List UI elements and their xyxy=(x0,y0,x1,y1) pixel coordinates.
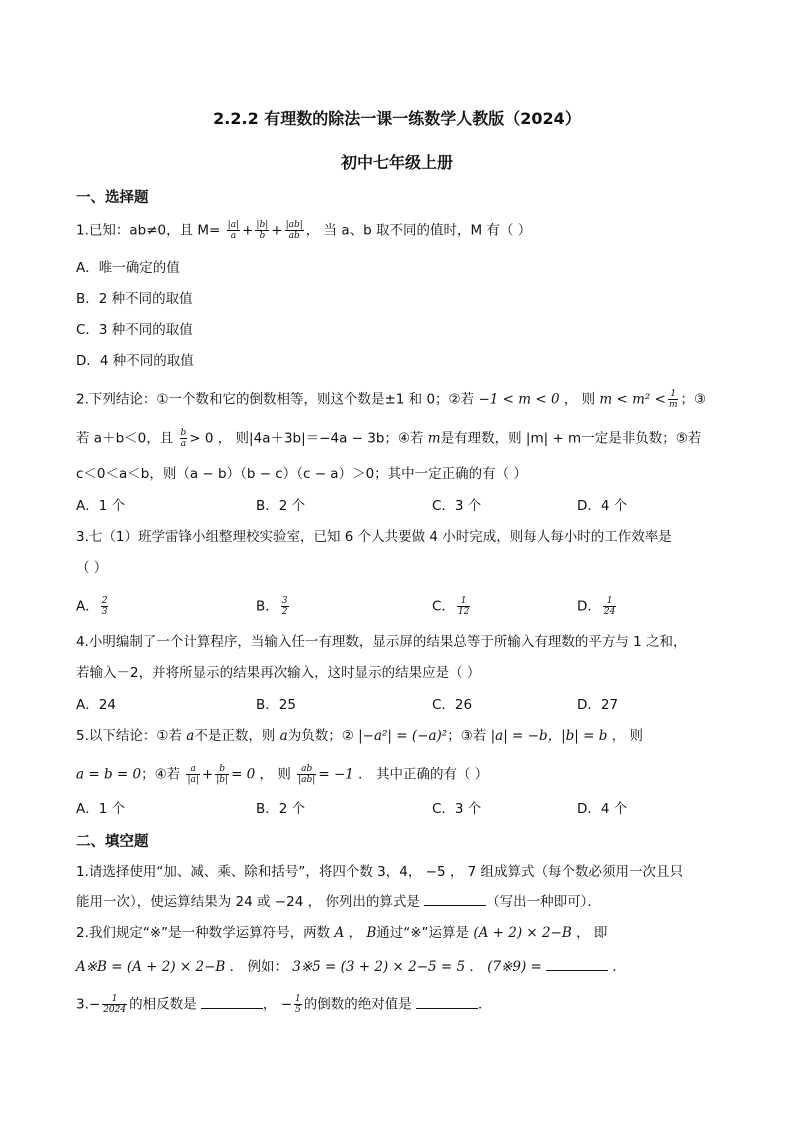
fraction: $\frac{|b|}{b}$ xyxy=(256,220,269,241)
question-5-option-d: D．4 个 xyxy=(577,801,628,817)
question-3-option-b: B． $\frac{3}{2}$ xyxy=(256,596,288,617)
fraction: $\frac{3}{2}$ xyxy=(281,596,288,617)
question-4-option-b: B．25 xyxy=(256,697,296,713)
fraction: $\frac{b}{|b|}$ xyxy=(216,764,229,785)
fill-question-1-line-2: 能用一次），使运算结果为 24 或 −24 ， 你列出的算式是 （写出一种即可）． xyxy=(76,894,601,910)
question-2-line-3: c＜0＜a＜b，则（a − b）（b − c）（c − a）＞0；其中一定正确的有（ ） xyxy=(76,466,527,482)
question-4-option-d: D．27 xyxy=(577,697,619,713)
question-5-option-a: A．1 个 xyxy=(76,801,126,817)
answer-blank[interactable] xyxy=(416,996,478,1009)
question-3-option-a: A． $\frac{2}{3}$ xyxy=(76,596,108,617)
fraction: $\frac{1}{12}$ xyxy=(457,596,470,617)
fill-question-2-line-1: 2.我们规定“※”是一种数学运算符号，两数 A ， B通过“※”运算是 (A + 2) × 2−B ， 即 xyxy=(76,925,608,941)
fill-question-3: 3.− $\frac{1}{2024}$ 的相反数是 ， − $\frac{1}{5}$ 的倒数的绝对值是 ． xyxy=(76,994,492,1015)
question-4-option-a: A．24 xyxy=(76,697,116,713)
answer-blank[interactable] xyxy=(546,958,608,971)
question-3-option-d: D． $\frac{1}{24}$ xyxy=(577,596,616,617)
question-4-line-2: 若输入－2，并将所显示的结果再次输入，这时显示的结果应是（ ） xyxy=(76,665,481,681)
question-2-option-a: A．1 个 xyxy=(76,498,126,514)
fraction: $\frac{1}{24}$ xyxy=(603,596,616,617)
fraction: $\frac{a}{|a|}$ xyxy=(187,764,199,785)
question-1-option-b: B．2 种不同的取值 xyxy=(76,291,193,307)
fraction: $\frac{|ab|}{ab}$ xyxy=(285,220,303,241)
fraction: $\frac{1}{2024}$ xyxy=(103,994,127,1015)
question-5-option-c: C．3 个 xyxy=(432,801,482,817)
section-heading-fill: 二、填空题 xyxy=(76,834,149,850)
fraction: $\frac{1}{5}$ xyxy=(295,994,301,1015)
section-heading-choice: 一、选择题 xyxy=(76,190,149,206)
fraction: $\frac{2}{3}$ xyxy=(101,596,108,617)
fill-question-2-line-2: A※B = (A + 2) × 2−B ． 例如： 3※5 = (3 + 2) × 2−5 = 5 ． (7※9) = ． xyxy=(76,959,626,975)
question-4-option-c: C．26 xyxy=(432,697,473,713)
question-5-line-1: 5.以下结论：①若 a不是正数，则 a为负数；② |−a²| = (−a)²；③若 |a| = −b，|b| = b ， 则 xyxy=(76,728,643,744)
question-1-option-a: A．唯一确定的值 xyxy=(76,260,180,276)
question-1-option-c: C．3 种不同的取值 xyxy=(76,322,193,338)
question-2-line-2: 若 a＋b＜0，且 $\frac{b}{a}$ > 0 ， 则|4a＋3b|＝−4a − 3b；④若 m是有理数，则 |m| + m一定是非负数；⑤若 xyxy=(76,428,702,449)
question-2-option-d: D．4 个 xyxy=(577,498,628,514)
answer-blank[interactable] xyxy=(201,996,263,1009)
question-5-option-b: B．2 个 xyxy=(256,801,306,817)
question-4-line-1: 4.小明编制了一个计算程序，当输入任一有理数，显示屏的结果总等于所输入有理数的平方与 1 之和， xyxy=(76,634,687,650)
question-5-line-2: a = b = 0；④若 $\frac{a}{|a|}$ + $\frac{b}{|b|}$ = 0 ， 则 $\frac{ab}{|ab|}$ = −1 ． 其中正确的有（ ） xyxy=(76,764,489,785)
question-3-option-c: C． $\frac{1}{12}$ xyxy=(432,596,470,617)
question-3-line-2: （ ） xyxy=(76,560,108,576)
document-subtitle: 初中七年级上册 xyxy=(340,153,453,172)
answer-blank[interactable] xyxy=(424,893,486,906)
fraction: $\frac{|a|}{a}$ xyxy=(227,220,240,241)
fraction: $\frac{b}{a}$ xyxy=(180,428,187,449)
question-2-option-c: C．3 个 xyxy=(432,498,482,514)
fraction: $\frac{1}{m}$ xyxy=(668,389,678,410)
question-1-stem: 1.已知：ab≠0，且 M= $\frac{|a|}{a}$ + $\frac{|b|}{b}$ + $\frac{|ab|}{ab}$ ， 当 a、b 取不同的值时，M 有（ ） xyxy=(76,220,532,241)
fill-question-1-line-1: 1.请选择使用“加、减、乘、除和括号”，将四个数 3，4， −5 ， 7 组成算式（每个数必须用一次且只 xyxy=(76,864,683,880)
question-1-option-d: D．4 种不同的取值 xyxy=(76,353,194,369)
question-2-option-b: B．2 个 xyxy=(256,498,306,514)
fraction: $\frac{ab}{|ab|}$ xyxy=(298,764,316,785)
question-2-line-1: 2.下列结论：①一个数和它的倒数相等，则这个数是±1 和 0；②若 −1 < m < 0 ， 则 m < m² < $\frac{1}{m}$ ；③ xyxy=(76,389,707,410)
question-3-line-1: 3.七（1）班学雷锋小组整理校实验室，已知 6 个人共要做 4 小时完成，则每人每小时的工作效率是 xyxy=(76,529,672,545)
document-title: 2.2.2 有理数的除法一课一练数学人教版（2024） xyxy=(213,109,581,128)
